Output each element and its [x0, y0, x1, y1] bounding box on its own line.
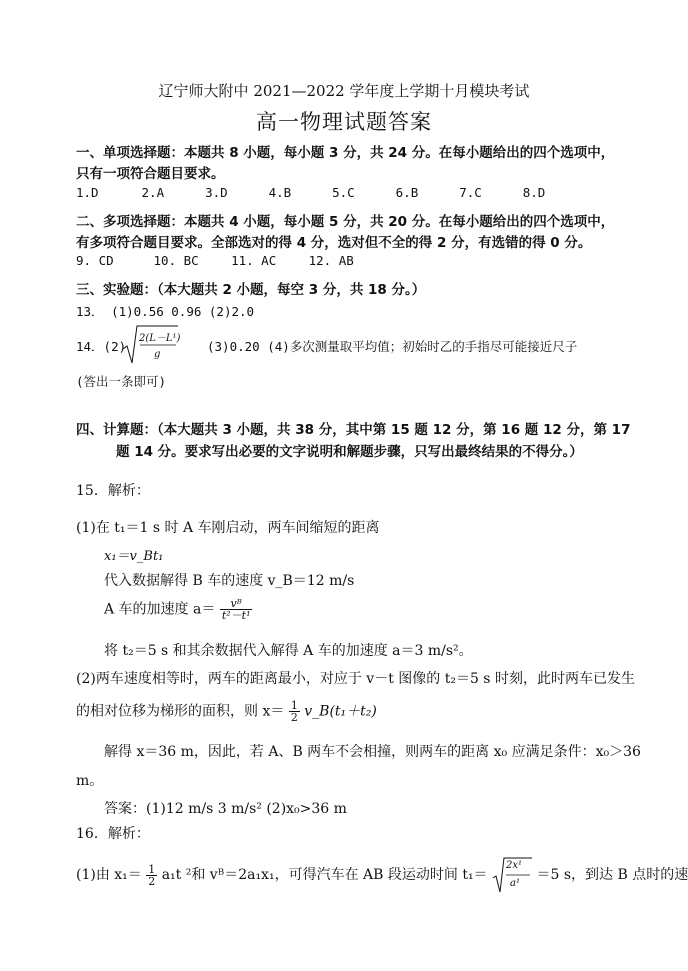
fraction-numerator: 1 [290, 699, 298, 712]
q14-sqrt-numerator: 2(L－L¹) [139, 333, 181, 344]
q16-line1-part-c: ＝5 s，到达 B 点时的速 [536, 867, 688, 883]
q15-line4 [104, 598, 252, 621]
section1-heading-line2: 只有一项符合题目要求。 [76, 166, 225, 182]
section3-heading: 三、实验题：（本大题共 2 小题，每空 3 分，共 18 分。） [76, 282, 426, 298]
section4-heading-line1: 四、计算题：（本大题共 3 小题，共 38 分，其中第 15 题 12 分，第 16 题 12 分，第 17 [76, 422, 631, 438]
half-fraction [146, 864, 157, 887]
answer-11: 11. AC [231, 253, 277, 268]
q15-line1: (1)在 t₁＝1 s 时 A 车刚启动，两车间缩短的距离 [76, 520, 380, 536]
q15-line4-prefix: A 车的加速度 a＝ [104, 601, 216, 618]
answer-5: 5.C [332, 185, 355, 200]
half-fraction [289, 700, 300, 723]
answer-3: 3.D [205, 185, 228, 200]
q15-line7-prefix: 的相对位移为梯形的面积，则 x＝ [76, 703, 285, 720]
q15-line3: 代入数据解得 B 车的速度 v_B＝12 m/s [104, 573, 355, 589]
section1-heading-line1: 一、单项选择题：本题共 8 小题，每小题 3 分，共 24 分。在每小题给出的四个选项中， [76, 145, 615, 161]
section2-answers [76, 253, 369, 268]
answer-4: 4.B [268, 185, 292, 200]
q15-line2: x₁＝v_Bt₁ [104, 549, 164, 564]
q15-label: 15．解析： [76, 483, 150, 499]
page-title: 高一物理试题答案 [256, 110, 432, 134]
answer-6: 6.B [395, 185, 419, 200]
q16-label: 16．解析： [76, 826, 150, 842]
section1-answers [76, 185, 573, 200]
answer-10: 10. BC [153, 253, 199, 268]
answer-9: 9. CD [76, 253, 114, 268]
answer-7: 7.C [459, 185, 482, 200]
fraction-denominator: 2 [148, 874, 156, 888]
q15-line5: 将 t₂＝5 s 和其余数据代入解得 A 车的加速度 a＝3 m/s²。 [104, 643, 473, 659]
q14-rest: (3)0.20 (4)多次测量取平均值；初始时乙的手指尽可能接近尺子 [207, 339, 578, 354]
answer-8: 8.D [522, 185, 546, 200]
section2-heading-line1: 二、多项选择题：本题共 4 小题，每小题 5 分，共 20 分。在每小题给出的四个选项中， [76, 214, 615, 230]
answer-12: 12. AB [308, 253, 354, 268]
answer-2: 2.A [141, 185, 165, 200]
q15-line7-suffix: v_B(t₁＋t₂) [304, 703, 377, 720]
fraction-denominator: t²－t¹ [221, 609, 251, 622]
q16-sqrt-formula [492, 856, 532, 894]
q13-answer: 13． (1)0.56 0.96 (2)2.0 [76, 304, 255, 319]
q15-accel-fraction [220, 598, 253, 621]
fraction-denominator: 2 [290, 711, 298, 724]
section4-heading-line2: 题 14 分。要求写出必要的文字说明和解题步骤，只写出最终结果的不得分。） [116, 444, 583, 460]
q16-sqrt-numerator: 2x¹ [506, 860, 523, 871]
q14-prefix: 14．(2) [76, 339, 127, 354]
fraction-numerator: 1 [148, 862, 156, 876]
q15-line6: (2)两车速度相等时，两车的距离最小，对应于 v－t 图像的 t₂＝5 s 时刻，此时两车已发生 [76, 671, 635, 687]
q16-line1-part-b: a₁t ²和 vᴮ＝2a₁x₁，可得汽车在 AB 段运动时间 t₁＝ [161, 867, 488, 883]
q14-sqrt-formula [122, 323, 181, 367]
q15-line7 [76, 700, 377, 723]
fraction-numerator: vᴮ [220, 598, 253, 610]
q14-line2: (答出一条即可) [76, 374, 167, 389]
q16-line1-part-a: (1)由 x₁＝ [76, 867, 142, 883]
q16-sqrt-denominator: a¹ [510, 878, 520, 889]
q16-line1 [76, 856, 688, 894]
section2-heading-line2: 有多项符合题目要求。全部选对的得 4 分，选对但不全的得 2 分，有选错的得 0 分。 [76, 235, 592, 251]
q15-line9: m。 [76, 773, 104, 789]
q15-line8: 解得 x＝36 m，因此，若 A、B 两车不会相撞，则两车的距离 x₀ 应满足条件：x₀＞36 [104, 744, 641, 760]
answer-1: 1.D [76, 185, 99, 200]
school-exam-line: 辽宁师大附中 2021—2022 学年度上学期十月模块考试 [158, 82, 530, 100]
q14-sqrt-denominator: g [154, 349, 161, 360]
q15-answer: 答案：(1)12 m/s 3 m/s² (2)x₀>36 m [104, 801, 347, 817]
